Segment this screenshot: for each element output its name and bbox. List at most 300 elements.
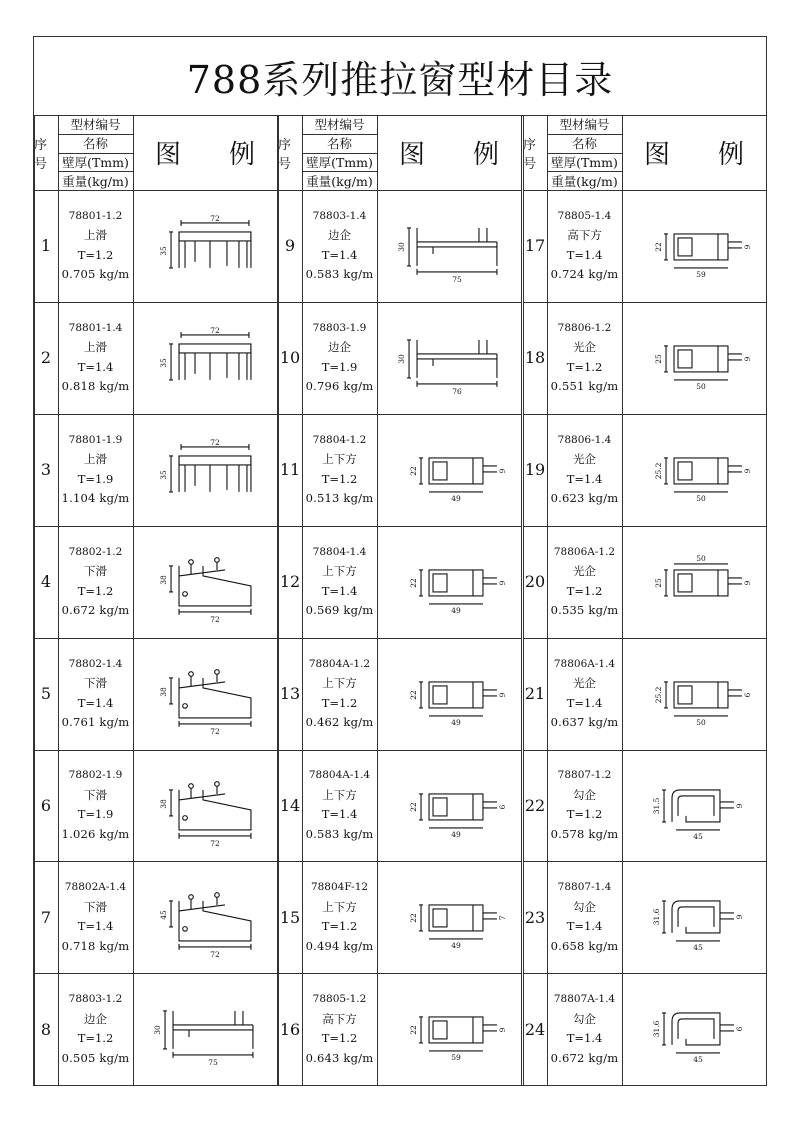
profile-info — [58, 750, 133, 862]
header-name: 名称 — [326, 136, 352, 152]
row-seq: 20 — [524, 572, 546, 592]
dimension-label: 30 — [397, 242, 407, 252]
table-row — [278, 750, 521, 862]
header-thickness: 壁厚(Tmm) — [62, 154, 129, 170]
profile-thickness: T=1.2 — [566, 807, 603, 822]
profile-name: 边企 — [328, 340, 351, 355]
profile-code: 78802-1.4 — [68, 657, 123, 670]
profile-thickness: T=1.9 — [77, 471, 114, 486]
row-seq: 7 — [40, 907, 52, 927]
profile-figure — [377, 750, 521, 862]
profile-info — [547, 302, 622, 414]
profile-thickness: T=1.4 — [77, 695, 114, 710]
dimension-label: 72 — [210, 726, 220, 736]
profile-drawing — [409, 905, 507, 950]
profile-code: 78806A-1.4 — [553, 657, 616, 670]
profile-svg — [133, 414, 277, 526]
profile-weight: 0.705 kg/m — [61, 267, 130, 282]
profile-thickness: T=1.4 — [566, 695, 603, 710]
dimension-label: 35 — [159, 246, 169, 256]
profile-weight: 0.569 kg/m — [305, 603, 374, 618]
table-row — [278, 526, 521, 638]
dimension-label: 50 — [696, 381, 706, 391]
profile-figure — [377, 190, 521, 302]
profile-figure — [133, 638, 277, 750]
dimension-label: 9 — [742, 244, 752, 250]
profile-figure — [622, 638, 766, 750]
profile-name: 上下方 — [322, 676, 357, 691]
profile-name: 下滑 — [84, 787, 107, 802]
profile-name: 勾企 — [573, 899, 596, 914]
profile-info — [547, 750, 622, 862]
profile-drawing — [159, 893, 251, 959]
profile-drawing — [409, 793, 507, 838]
dimension-label: 9 — [497, 580, 507, 586]
profile-name: 高下方 — [322, 1011, 357, 1026]
dimension-label: 25 — [654, 577, 664, 588]
profile-info — [547, 190, 622, 302]
dimension-label: 22 — [409, 801, 419, 812]
profile-svg — [377, 526, 521, 638]
header-seq: 序号 — [278, 137, 292, 172]
profile-name: 光企 — [573, 452, 596, 467]
profile-weight: 0.643 kg/m — [305, 1050, 374, 1065]
row-seq: 4 — [40, 572, 52, 592]
table-row — [278, 414, 521, 526]
header-figure-left: 图 — [644, 140, 671, 170]
catalog-sheet — [33, 36, 767, 1086]
profile-name: 上滑 — [84, 452, 107, 467]
profile-code: 78804F-12 — [310, 881, 369, 894]
dimension-label: 9 — [497, 1027, 507, 1033]
profile-code: 78803-1.2 — [68, 993, 123, 1006]
profile-svg — [622, 638, 766, 750]
profile-drawing — [652, 1013, 744, 1064]
profile-svg — [377, 414, 521, 526]
dimension-label: 6 — [742, 692, 752, 697]
profile-thickness: T=1.2 — [321, 1031, 358, 1046]
header-figure — [622, 115, 766, 190]
profile-name: 高下方 — [567, 228, 602, 243]
profile-weight: 0.551 kg/m — [550, 379, 619, 394]
table-row — [278, 861, 521, 973]
dimension-label: 9 — [742, 580, 752, 586]
profile-drawing — [652, 789, 744, 840]
profile-thickness: T=1.2 — [321, 919, 358, 934]
profile-drawing — [654, 682, 752, 727]
profile-code: 78807-1.4 — [557, 881, 612, 894]
dimension-label: 31.5 — [652, 797, 662, 814]
profile-info — [302, 302, 377, 414]
profile-code: 78802A-1.4 — [64, 881, 127, 894]
header-thickness: 壁厚(Tmm) — [306, 154, 373, 170]
profile-thickness: T=1.4 — [566, 1031, 603, 1046]
profile-weight: 0.718 kg/m — [61, 938, 130, 953]
dimension-label: 31.6 — [652, 909, 662, 926]
profile-svg — [377, 861, 521, 973]
profile-figure — [133, 973, 277, 1085]
profile-weight: 0.583 kg/m — [305, 826, 374, 841]
profile-thickness: T=1.2 — [77, 247, 114, 262]
profile-thickness: T=1.2 — [77, 583, 114, 598]
table-row — [34, 414, 277, 526]
profile-weight: 0.796 kg/m — [305, 379, 374, 394]
row-seq: 1 — [40, 236, 52, 256]
dimension-label: 45 — [159, 910, 169, 921]
row-seq: 22 — [524, 795, 546, 815]
profile-thickness: T=1.4 — [321, 807, 358, 822]
header-subline — [547, 153, 622, 154]
row-seq: 23 — [524, 907, 546, 927]
table-block — [278, 115, 521, 1085]
profile-svg — [377, 638, 521, 750]
profile-name: 边企 — [84, 1011, 107, 1026]
table-row — [523, 190, 766, 302]
dimension-label: 9 — [742, 356, 752, 362]
row-seq: 14 — [279, 795, 301, 815]
profile-thickness: T=1.4 — [321, 247, 358, 262]
profile-drawing — [654, 554, 752, 596]
dimension-label: 7 — [497, 915, 507, 921]
profile-info — [58, 190, 133, 302]
profile-thickness: T=1.4 — [566, 471, 603, 486]
header-figure-right: 例 — [228, 140, 255, 170]
profile-weight: 0.637 kg/m — [550, 715, 619, 730]
profile-figure — [622, 302, 766, 414]
table-row — [278, 973, 521, 1085]
dimension-label: 45 — [693, 831, 703, 841]
profile-thickness: T=1.4 — [321, 583, 358, 598]
profile-code: 78801-1.4 — [68, 321, 123, 334]
row-seq: 11 — [279, 460, 301, 480]
profile-code: 78804A-1.4 — [308, 769, 371, 782]
header-code: 型材编号 — [70, 117, 121, 133]
profile-weight: 0.462 kg/m — [305, 715, 374, 730]
profile-thickness: T=1.2 — [566, 359, 603, 374]
header-subline — [58, 134, 133, 135]
profile-code: 78804A-1.2 — [308, 657, 371, 670]
profile-figure — [377, 638, 521, 750]
header-subline — [302, 171, 377, 172]
profile-name: 勾企 — [573, 787, 596, 802]
dimension-label: 72 — [210, 437, 220, 447]
profile-code: 78805-1.2 — [312, 993, 367, 1006]
profile-info — [58, 526, 133, 638]
profile-figure — [377, 302, 521, 414]
profile-name: 光企 — [573, 676, 596, 691]
profile-svg — [622, 750, 766, 862]
dimension-label: 49 — [451, 717, 461, 727]
table-row — [523, 638, 766, 750]
page-title: 788系列推拉窗型材目录 — [34, 37, 766, 116]
profile-thickness: T=1.4 — [77, 919, 114, 934]
profile-weight: 0.623 kg/m — [550, 491, 619, 506]
profile-weight: 0.505 kg/m — [61, 1050, 130, 1065]
profile-info — [58, 861, 133, 973]
dimension-label: 30 — [397, 354, 407, 364]
profile-info — [302, 973, 377, 1085]
profile-name: 上下方 — [322, 787, 357, 802]
profile-drawing — [409, 570, 507, 615]
header-subline — [302, 134, 377, 135]
header-subline — [547, 171, 622, 172]
profile-svg — [622, 414, 766, 526]
profile-figure — [377, 414, 521, 526]
profile-name: 勾企 — [573, 1011, 596, 1026]
table-row — [523, 861, 766, 973]
profile-drawing — [159, 669, 251, 735]
profile-info — [547, 414, 622, 526]
header-figure-right: 例 — [717, 140, 744, 170]
row-seq: 12 — [279, 572, 301, 592]
profile-drawing — [159, 326, 251, 380]
profile-info — [547, 526, 622, 638]
profile-svg — [622, 302, 766, 414]
dimension-label: 76 — [452, 386, 462, 396]
profile-svg — [133, 973, 277, 1085]
profile-weight: 0.513 kg/m — [305, 491, 374, 506]
dimension-label: 38 — [159, 686, 169, 697]
row-seq: 5 — [40, 684, 52, 704]
profile-code: 78804-1.2 — [312, 433, 367, 446]
table-row — [34, 302, 277, 414]
profile-thickness: T=1.9 — [321, 359, 358, 374]
profile-name: 上下方 — [322, 452, 357, 467]
table-row — [34, 526, 277, 638]
profile-thickness: T=1.2 — [77, 1031, 114, 1046]
table-row — [523, 750, 766, 862]
profile-figure — [622, 526, 766, 638]
row-seq: 10 — [279, 348, 301, 368]
profile-drawing — [654, 234, 752, 279]
profile-figure — [622, 861, 766, 973]
profile-code: 78801-1.2 — [68, 209, 123, 222]
profile-figure — [622, 190, 766, 302]
header-seq: 序号 — [523, 137, 537, 172]
profile-drawing — [654, 458, 752, 503]
profile-weight: 0.672 kg/m — [61, 603, 130, 618]
profile-figure — [133, 526, 277, 638]
profile-figure — [622, 414, 766, 526]
table-row — [523, 302, 766, 414]
profile-weight: 0.658 kg/m — [550, 938, 619, 953]
profile-figure — [622, 973, 766, 1085]
profile-info — [58, 638, 133, 750]
header-thickness: 壁厚(Tmm) — [551, 154, 618, 170]
column-divider — [521, 115, 522, 1085]
profile-code: 78807-1.2 — [557, 769, 612, 782]
profile-code: 78805-1.4 — [557, 209, 612, 222]
profile-drawing — [159, 438, 251, 492]
dimension-label: 75 — [208, 1058, 218, 1068]
header-name: 名称 — [571, 136, 597, 152]
profile-drawing — [409, 1017, 507, 1062]
dimension-label: 38 — [159, 798, 169, 809]
profile-weight: 1.026 kg/m — [61, 826, 130, 841]
profile-code: 78806-1.4 — [557, 433, 612, 446]
header-figure — [133, 115, 277, 190]
profile-info — [302, 861, 377, 973]
dimension-label: 49 — [451, 605, 461, 615]
dimension-label: 72 — [210, 325, 220, 335]
profile-code: 78804-1.4 — [312, 545, 367, 558]
dimension-label: 22 — [654, 242, 664, 252]
profile-name: 下滑 — [84, 899, 107, 914]
dimension-label: 35 — [159, 469, 169, 480]
profile-code: 78807A-1.4 — [553, 993, 616, 1006]
table-row — [34, 638, 277, 750]
profile-figure — [133, 302, 277, 414]
profile-figure — [133, 414, 277, 526]
table-block — [523, 115, 766, 1085]
profile-thickness: T=1.2 — [321, 471, 358, 486]
dimension-label: 25 — [654, 354, 664, 364]
dimension-label: 6 — [734, 1026, 744, 1032]
column-divider — [766, 115, 767, 1085]
profile-thickness: T=1.4 — [566, 919, 603, 934]
dimension-label: 6 — [497, 804, 507, 809]
profile-thickness: T=1.4 — [566, 247, 603, 262]
profile-name: 上下方 — [322, 564, 357, 579]
dimension-label: 9 — [742, 468, 752, 474]
dimension-label: 49 — [451, 829, 461, 839]
profile-drawing — [409, 458, 507, 503]
dimension-label: 9 — [734, 914, 744, 920]
dimension-label: 59 — [696, 269, 706, 279]
profile-info — [547, 861, 622, 973]
profile-info — [58, 302, 133, 414]
profile-code: 78801-1.9 — [68, 433, 123, 446]
profile-thickness: T=1.2 — [566, 583, 603, 598]
table-row — [523, 414, 766, 526]
profile-weight: 0.672 kg/m — [550, 1050, 619, 1065]
dimension-label: 50 — [696, 553, 706, 563]
dimension-label: 45 — [693, 1055, 703, 1065]
table-row — [278, 302, 521, 414]
row-seq: 19 — [524, 460, 546, 480]
profile-code: 78803-1.9 — [312, 321, 367, 334]
dimension-label: 25.2 — [654, 686, 664, 703]
profile-code: 78802-1.9 — [68, 769, 123, 782]
dimension-label: 72 — [210, 950, 220, 960]
row-seq: 13 — [279, 684, 301, 704]
profile-svg — [377, 302, 521, 414]
dimension-label: 25.2 — [654, 462, 664, 480]
profile-code: 78806A-1.2 — [553, 545, 616, 558]
profile-drawing — [159, 214, 251, 268]
dimension-label: 72 — [210, 838, 220, 848]
row-seq: 15 — [279, 907, 301, 927]
profile-info — [302, 414, 377, 526]
table-row — [278, 638, 521, 750]
profile-weight: 1.104 kg/m — [61, 491, 130, 506]
profile-svg — [133, 190, 277, 302]
header-weight: 重量(kg/m) — [306, 173, 373, 189]
profile-weight: 0.535 kg/m — [550, 603, 619, 618]
row-seq: 21 — [524, 684, 546, 704]
row-seq: 2 — [40, 348, 52, 368]
dimension-label: 22 — [409, 913, 419, 924]
profile-svg — [133, 302, 277, 414]
header-subline — [302, 153, 377, 154]
profile-svg — [622, 861, 766, 973]
dimension-label: 22 — [409, 577, 419, 588]
profile-weight: 0.818 kg/m — [61, 379, 130, 394]
profile-svg — [377, 190, 521, 302]
table-row — [34, 190, 277, 302]
profile-svg — [377, 750, 521, 862]
profile-info — [58, 973, 133, 1085]
profile-drawing — [652, 901, 744, 952]
profile-drawing — [409, 682, 507, 727]
dimension-label: 49 — [451, 941, 461, 951]
dimension-label: 45 — [693, 943, 703, 953]
dimension-label: 50 — [696, 717, 706, 727]
profile-info — [547, 973, 622, 1085]
table-row — [523, 526, 766, 638]
profile-thickness: T=1.2 — [321, 695, 358, 710]
profile-svg — [133, 861, 277, 973]
row-seq: 3 — [40, 460, 52, 480]
profile-weight: 0.583 kg/m — [305, 267, 374, 282]
dimension-label: 35 — [159, 358, 169, 368]
profile-figure — [133, 861, 277, 973]
profile-info — [302, 750, 377, 862]
profile-weight: 0.578 kg/m — [550, 826, 619, 841]
row-seq: 6 — [40, 795, 52, 815]
profile-info — [302, 190, 377, 302]
profile-name: 边企 — [328, 228, 351, 243]
dimension-label: 9 — [734, 803, 744, 808]
header-code: 型材编号 — [559, 117, 610, 133]
header-figure — [377, 115, 521, 190]
dimension-label: 30 — [153, 1025, 163, 1036]
profile-svg — [133, 750, 277, 862]
profile-drawing — [159, 557, 251, 623]
row-seq: 8 — [40, 1019, 52, 1039]
profile-svg — [622, 973, 766, 1085]
profile-svg — [622, 526, 766, 638]
profile-code: 78803-1.4 — [312, 209, 367, 222]
profile-drawing — [397, 340, 497, 396]
dimension-label: 22 — [409, 689, 419, 700]
header-figure-right: 例 — [472, 140, 499, 170]
table-row — [278, 190, 521, 302]
profile-thickness: T=1.9 — [77, 807, 114, 822]
profile-svg — [377, 973, 521, 1085]
profile-name: 上下方 — [322, 899, 357, 914]
profile-name: 光企 — [573, 564, 596, 579]
profile-name: 上滑 — [84, 340, 107, 355]
profile-drawing — [654, 346, 752, 391]
profile-info — [547, 638, 622, 750]
header-seq: 序号 — [34, 137, 48, 172]
dimension-label: 22 — [409, 465, 419, 476]
profile-weight: 0.724 kg/m — [550, 267, 619, 282]
dimension-label: 50 — [696, 493, 706, 503]
header-subline — [58, 153, 133, 154]
profile-weight: 0.494 kg/m — [305, 938, 374, 953]
row-seq: 9 — [284, 236, 296, 256]
dimension-label: 59 — [451, 1053, 461, 1063]
profile-drawing — [397, 228, 497, 284]
profile-svg — [133, 638, 277, 750]
profile-figure — [377, 861, 521, 973]
profile-figure — [133, 750, 277, 862]
row-seq: 18 — [524, 348, 546, 368]
profile-drawing — [153, 1011, 253, 1067]
profile-svg — [133, 526, 277, 638]
